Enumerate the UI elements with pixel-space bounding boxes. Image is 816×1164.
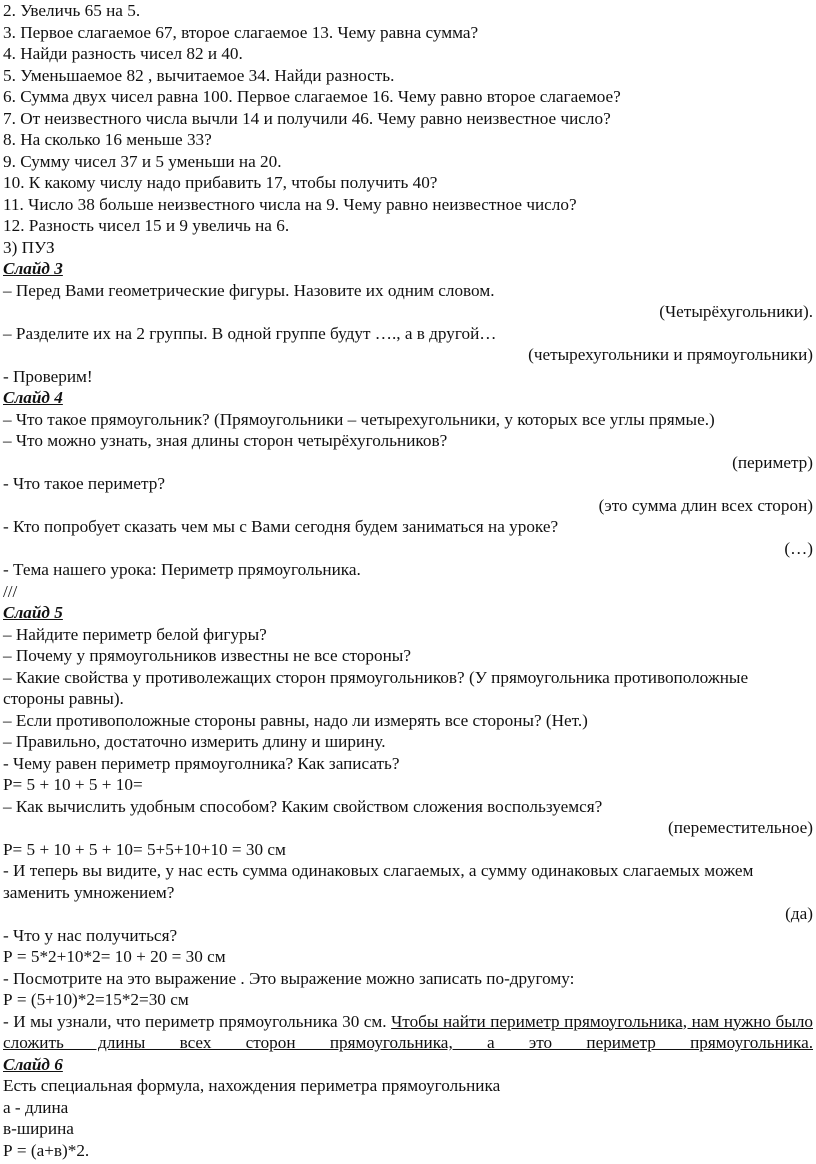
task-line: 11. Число 38 больше неизвестного числа на 9. Чему равно неизвестное число? (3, 194, 577, 214)
document-page (3, 0, 813, 1161)
formula-line: Р = 5*2+10*2= 10 + 20 = 30 см (3, 947, 226, 966)
formula-line: Р = (5+10)*2=15*2=30 см (3, 990, 189, 1009)
slide-4-heading: Слайд 4 (3, 388, 63, 407)
formula-line: Р= 5 + 10 + 5 + 10= (3, 775, 143, 794)
text-line: - Чему равен периметр прямоуголника? Как записать? (3, 753, 400, 773)
conclusion-lead: - И мы узнали, что периметр прямоугольника 30 см. (3, 1011, 392, 1031)
text-line: – Разделите их на 2 группы. В одной группе будут …., а в другой… (3, 323, 497, 343)
text-line: - Посмотрите на это выражение . Это выражение можно записать по-другому: (3, 968, 575, 988)
separator-mark: /// (3, 581, 18, 601)
task-line: 10. К какому числу надо прибавить 17, чтобы получить 40? (3, 173, 438, 192)
answer-line: (периметр) (732, 452, 813, 472)
slide-3-heading: Слайд 3 (3, 259, 63, 278)
task-line: 3. Первое слагаемое 67, второе слагаемое 13. Чему равна сумма? (3, 22, 479, 42)
text-line: - Что у нас получиться? (3, 925, 178, 945)
text-line: - Проверим! (3, 366, 93, 386)
text-line: - Тема нашего урока: Периметр прямоугольника. (3, 560, 361, 579)
task-line: 5. Уменьшаемое 82 , вычитаемое 34. Найди разность. (3, 65, 395, 85)
text-line: – Как вычислить удобным способом? Каким свойством сложения воспользуемся? (3, 796, 603, 816)
text-line: – Если противоположные стороны равны, надо ли измерять все стороны? (Нет.) (3, 710, 588, 730)
answer-line: (четырехугольники и прямоугольники) (528, 345, 813, 364)
formula-line: Р = (а+в)*2. (3, 1140, 90, 1160)
text-paragraph: - И теперь вы видите, у нас есть сумма одинаковых слагаемых, а сумму одинаковых слагаемых можем заменить умножением? (3, 861, 754, 902)
text-line: – Перед Вами геометрические фигуры. Назовите их одним словом. (3, 280, 495, 300)
section-label: 3) ПУЗ (3, 237, 55, 257)
slide-5-heading: Слайд 5 (3, 603, 63, 622)
text-line: - Кто попробует сказать чем мы с Вами сегодня будем заниматься на уроке? (3, 517, 559, 536)
text-line: – Найдите периметр белой фигуры? (3, 624, 267, 644)
answer-line: (Четырёхугольники). (659, 302, 813, 321)
task-line: 2. Увеличь 65 на 5. (3, 1, 141, 20)
task-line: 6. Сумма двух чисел равна 100. Первое слагаемое 16. Чему равно второе слагаемое? (3, 87, 621, 106)
task-line: 9. Сумму чисел 37 и 5 уменьши на 20. (3, 151, 282, 171)
text-line: Есть специальная формула, нахождения периметра прямоугольника (3, 1076, 501, 1095)
answer-line: (…) (784, 538, 813, 558)
text-line: а - длина (3, 1097, 69, 1117)
task-line: 8. На сколько 16 меньше 33? (3, 130, 212, 149)
answer-line: (да) (785, 904, 813, 923)
task-line: 12. Разность чисел 15 и 9 увеличь на 6. (3, 216, 290, 235)
text-line: – Почему у прямоугольников известны не все стороны? (3, 646, 411, 665)
conclusion-paragraph (3, 1011, 813, 1054)
text-paragraph: – Какие свойства у противолежащих сторон прямоугольников? (У прямоугольника противоположные стороны равны). (3, 667, 749, 708)
text-line: – Что такое прямоугольник? (Прямоугольники – четырехугольники, у которых все углы прямые.) (3, 409, 715, 429)
text-line: – Что можно узнать, зная длины сторон четырёхугольников? (3, 431, 448, 450)
task-line: 7. От неизвестного числа вычли 14 и получили 46. Чему равно неизвестное число? (3, 108, 611, 128)
slide-6-heading: Слайд 6 (3, 1054, 63, 1074)
text-line: – Правильно, достаточно измерить длину и ширину. (3, 732, 386, 751)
formula-line: Р= 5 + 10 + 5 + 10= 5+5+10+10 = 30 см (3, 839, 286, 859)
text-line: - Что такое периметр? (3, 474, 165, 493)
task-line: 4. Найди разность чисел 82 и 40. (3, 44, 243, 63)
conclusion-underlined: Чтобы найти периметр прямоугольника, нам нужно было сложить длины всех сторон прямоугольника, а это периметр прямоугольника. (3, 1011, 813, 1052)
answer-line: (переместительное) (668, 818, 813, 837)
text-line: в-ширина (3, 1119, 74, 1138)
answer-line: (это сумма длин всех сторон) (598, 495, 813, 515)
